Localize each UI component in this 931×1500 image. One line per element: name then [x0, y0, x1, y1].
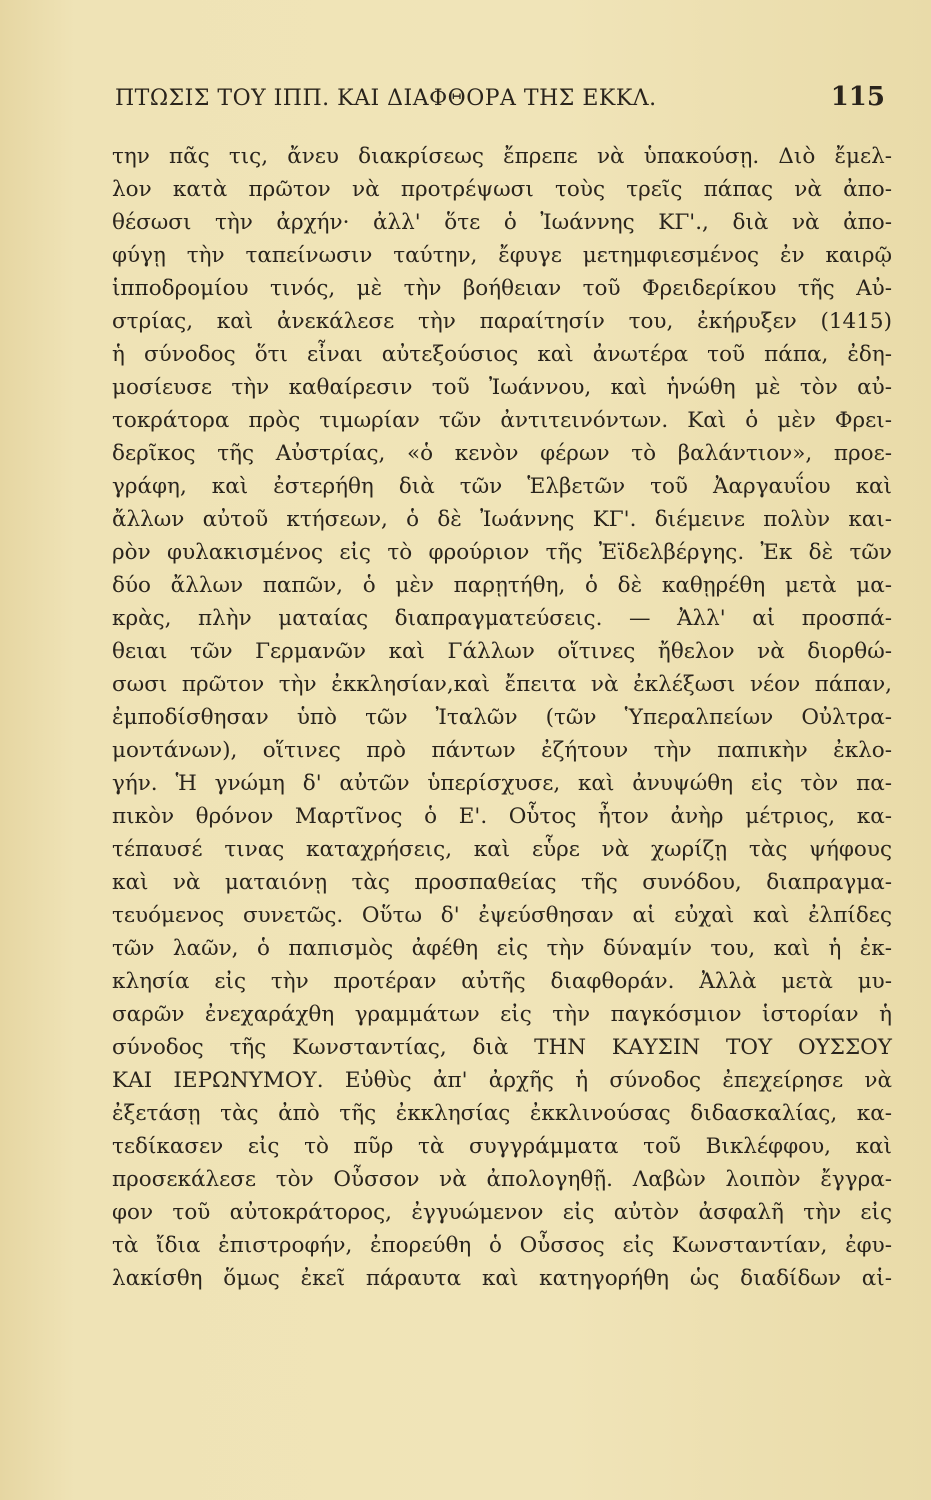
text-line: λακίσθη ὅμως ἐκεῖ πάραυτα καὶ κατηγορήθη ὡς διαδίδων αἱ- — [112, 1266, 892, 1291]
text-line: ἱπποδρομίου τινός, μὲ τὴν βοήθειαν τοῦ Φρειδερίκου τῆς Αὐ- — [112, 276, 892, 301]
text-line: μοντάνων), οἵτινες πρὸ πάντων ἐζήτουν τὴν παπικὴν ἐκλο- — [112, 738, 892, 763]
text-line: θέσωσι τὴν ἀρχήν· ἀλλ' ὅτε ὁ Ἰωάννης ΚΓ'., διὰ νὰ ἀπο- — [112, 210, 892, 235]
page-number: 115 — [830, 82, 885, 112]
text-line: ἐξετάσῃ τὰς ἀπὸ τῆς ἐκκλησίας ἐκκλινούσας διδασκαλίας, κα- — [112, 1101, 892, 1126]
text-line: ρὸν φυλακισμένος εἰς τὸ φρούριον τῆς Ἐϊδελβέργης. Ἐκ δὲ τῶν — [112, 540, 892, 565]
body-text — [112, 140, 892, 1295]
text-line: φύγῃ τὴν ταπείνωσιν ταύτην, ἔφυγε μετημφιεσμένος ἐν καιρῷ — [112, 243, 892, 268]
text-line: τευόμενος συνετῶς. Οὕτω δ' ἐψεύσθησαν αἱ εὐχαὶ καὶ ἐλπίδες — [112, 903, 892, 928]
text-line: δύο ἄλλων παπῶν, ὁ μὲν παρῃτήθη, ὁ δὲ καθῃρέθη μετὰ μα- — [112, 573, 892, 598]
text-line: δερῖκος τῆς Αὐστρίας, «ὁ κενὸν φέρων τὸ βαλάντιον», προε- — [112, 441, 892, 466]
text-line: ΚΑΙ ΙΕΡΩΝΥΜΟΥ. Εὐθὺς ἀπ' ἀρχῆς ἡ σύνοδος ἐπεχείρησε νὰ — [112, 1068, 892, 1093]
text-line: ἐμποδίσθησαν ὑπὸ τῶν Ἰταλῶν (τῶν Ὑπεραλπείων Οὐλτρα- — [112, 705, 892, 730]
text-line: σαρῶν ἐνεχαράχθη γραμμάτων εἰς τὴν παγκόσμιον ἱστορίαν ἡ — [112, 1002, 892, 1027]
text-line: ἄλλων αὐτοῦ κτήσεων, ὁ δὲ Ἰωάννης ΚΓ'. διέμεινε πολὺν και- — [112, 507, 892, 532]
text-line: γράφη, καὶ ἐστερήθη διὰ τῶν Ἑλβετῶν τοῦ Ἀαργαυΐου καὶ — [112, 474, 892, 499]
text-line: θειαι τῶν Γερμανῶν καὶ Γάλλων οἵτινες ἤθελον νὰ διορθώ- — [112, 639, 892, 664]
text-line: στρίας, καὶ ἀνεκάλεσε τὴν παραίτησίν του, ἐκήρυξεν (1415) — [112, 309, 892, 334]
text-line: σύνοδος τῆς Κωνσταντίας, διὰ ΤΗΝ ΚΑΥΣΙΝ ΤΟΥ ΟΥΣΣΟΥ — [112, 1035, 892, 1060]
text-line: μοσίευσε τὴν καθαίρεσιν τοῦ Ἰωάννου, καὶ ἡνώθη μὲ τὸν αὐ- — [112, 375, 892, 400]
text-line: φον τοῦ αὐτοκράτορος, ἐγγυώμενον εἰς αὐτὸν ἀσφαλῆ τὴν εἰς — [112, 1200, 892, 1225]
text-line: ἡ σύνοδος ὅτι εἶναι αὐτεξούσιος καὶ ἀνωτέρα τοῦ πάπα, ἐδη- — [112, 342, 892, 367]
text-line: τεδίκασεν εἰς τὸ πῦρ τὰ συγγράμματα τοῦ Βικλέφφου, καὶ — [112, 1134, 892, 1159]
text-line: κλησία εἰς τὴν προτέραν αὐτῆς διαφθοράν. Ἀλλὰ μετὰ μυ- — [112, 969, 892, 994]
text-line: προσεκάλεσε τὸν Οὖσσον νὰ ἀπολογηθῇ. Λαβὼν λοιπὸν ἔγγρα- — [112, 1167, 892, 1192]
text-line: τῶν λαῶν, ὁ παπισμὸς ἀφέθη εἰς τὴν δύναμίν του, καὶ ἡ ἐκ- — [112, 936, 892, 961]
text-line: σωσι πρῶτον τὴν ἐκκλησίαν,καὶ ἔπειτα νὰ ἐκλέξωσι νέον πάπαν, — [112, 672, 892, 697]
text-line: τοκράτορα πρὸς τιμωρίαν τῶν ἀντιτεινόντων. Καὶ ὁ μὲν Φρει- — [112, 408, 892, 433]
text-line: καὶ νὰ ματαιόνῃ τὰς προσπαθείας τῆς συνόδου, διαπραγμα- — [112, 870, 892, 895]
text-line: λον κατὰ πρῶτον νὰ προτρέψωσι τοὺς τρεῖς πάπας νὰ ἀπο- — [112, 177, 892, 202]
text-line: την πᾶς τις, ἄνευ διακρίσεως ἔπρεπε νὰ ὑπακούσῃ. Διὸ ἔμελ- — [112, 144, 892, 169]
text-line: πικὸν θρόνον Μαρτῖνος ὁ Ε'. Οὗτος ἦτον ἀνὴρ μέτριος, κα- — [112, 804, 892, 829]
text-line: τέπαυσέ τινας καταχρήσεις, καὶ εὗρε νὰ χωρίζῃ τὰς ψήφους — [112, 837, 892, 862]
page-header — [115, 82, 885, 122]
text-line: κρὰς, πλὴν ματαίας διαπραγματεύσεις. — Ἀλλ' αἱ προσπά- — [112, 606, 892, 631]
running-head: ΠΤΩΣΙΣ ΤΟΥ ΙΠΠ. ΚΑΙ ΔΙΑΦΘΟΡΑ ΤΗΣ ΕΚΚΛ. — [115, 86, 657, 111]
text-line: γήν. Ἡ γνώμη δ' αὐτῶν ὑπερίσχυσε, καὶ ἀνυψώθη εἰς τὸν πα- — [112, 771, 892, 796]
text-line: τὰ ἴδια ἐπιστροφήν, ἐπορεύθη ὁ Οὖσσος εἰς Κωνσταντίαν, ἐφυ- — [112, 1233, 892, 1258]
